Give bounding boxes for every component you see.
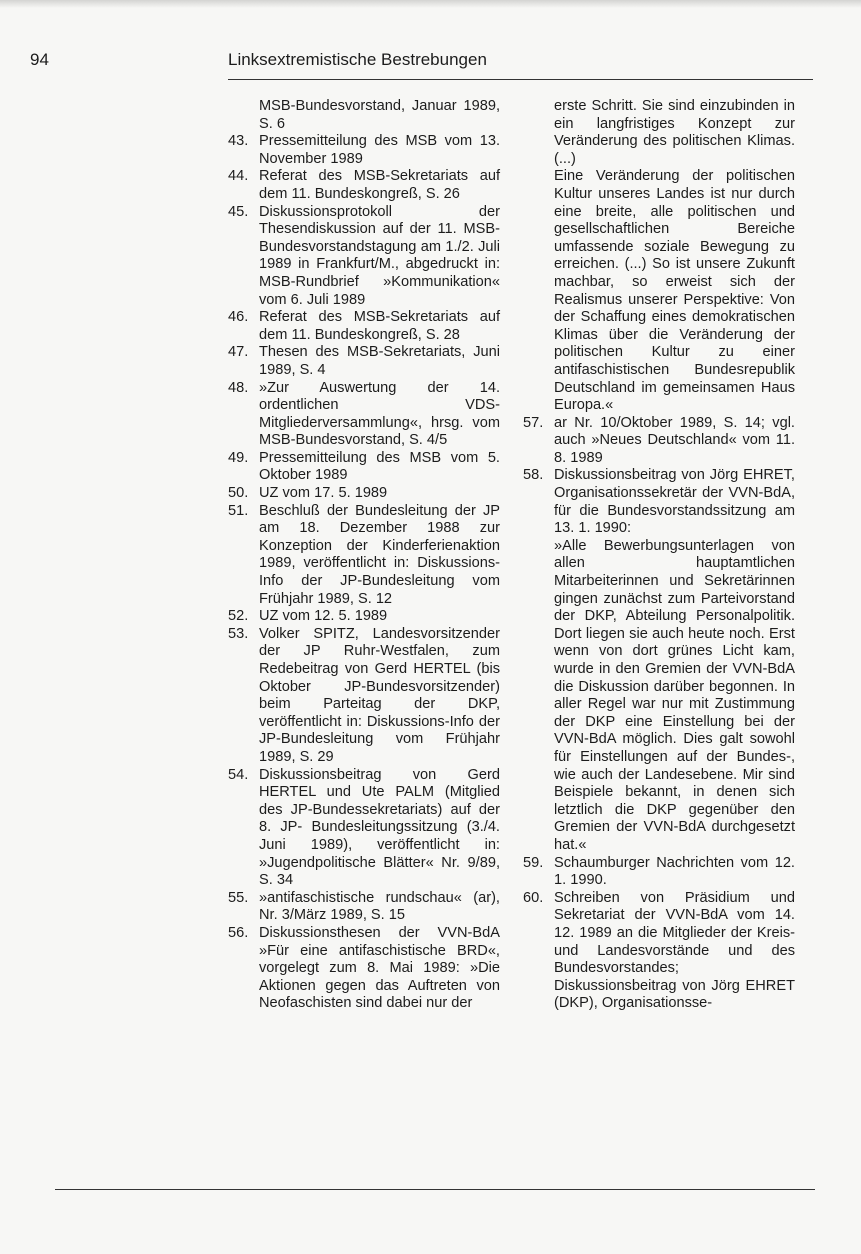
- footnote-number: 57.: [523, 414, 544, 431]
- footnote-text: »Alle Bewerbungsunterlagen von allen hauptamtlichen Mitarbeiterinnen und Sekretärinnen gingen zunächst zum Parteivorstand der DKP, Abteilung Personalpolitik. Dort liegen sie auch heute noch. Erst wenn von dort grünes Licht kam, wurde in den Gremien der VVN-BdA die Diskussion darüber begonnen. In aller Regel war nur mit Zustimmung der DKP eine Einstellung bei der VVN-BdA möglich. Dies galt sowohl für Einstellungen auf der Bundes-, wie auch der Landesebene. Mir sind Beispiele bekannt, in denen sich letztlich die DKP gegenüber den Gremien der VVN-BdA durchgesetzt hat.«: [554, 537, 795, 853]
- footnote-continuation: [523, 98, 795, 415]
- footnote-number: 46.: [228, 309, 249, 326]
- footnote-text: Diskussionsthesen der VVN-BdA »Für eine antifaschistische BRD«, vorgelegt zum 8. Mai 1989: »Die Aktionen gegen das Auftreten von Neofaschisten sind dabei nur der: [259, 924, 500, 1012]
- footnote-text: ar Nr. 10/Oktober 1989, S. 14; vgl. auch »Neues Deutschland« vom 11. 8. 1989: [554, 414, 795, 466]
- footnote: [228, 485, 500, 503]
- footnote-text: Pressemitteilung des MSB vom 5. Oktober 1989: [259, 449, 500, 484]
- footnote-number: 48.: [228, 379, 249, 396]
- footnote-number: 53.: [228, 625, 249, 642]
- footnote-number: 44.: [228, 168, 249, 185]
- footnote-number: 43.: [228, 133, 249, 150]
- footnote: [228, 133, 500, 168]
- footnote-text: »Zur Auswertung der 14. ordentlichen VDS-Mitgliederversammlung«, hrsg. vom MSB-Bundesvorstand, S. 4/5: [259, 379, 500, 449]
- footnote-text: Schaumburger Nachrichten vom 12. 1. 1990.: [554, 854, 795, 889]
- footnote: [228, 767, 500, 890]
- footnote-continuation: [228, 98, 500, 133]
- footnote-text: Eine Veränderung der politischen Kultur unseres Landes ist nur durch eine breite, alle politischen und gesellschaftlichen Bereiche umfassende soziale Bewegung zu erreichen. (...) So ist unsere Zukunft machbar, so erweist sich der Realismus unserer Perspektive: Von der Schaffung eines demokratischen Klimas über die Veränderung der politischen Kultur zu einer antifaschistischen Bundesrepublik Deutschland im gemeinsamen Haus Europa.«: [554, 168, 795, 414]
- left-column-footnotes: [228, 98, 500, 1013]
- footnote-text: »antifaschistische rundschau« (ar), Nr. 3/März 1989, S. 15: [259, 889, 500, 924]
- footnote: [228, 309, 500, 344]
- running-title: Linksextremistische Bestrebungen: [228, 50, 487, 69]
- footnote: [228, 608, 500, 626]
- page-header: [0, 50, 861, 74]
- footnote-number: 54.: [228, 766, 249, 783]
- footnote-text: UZ vom 12. 5. 1989: [259, 608, 388, 625]
- footnote-text: UZ vom 17. 5. 1989: [259, 485, 388, 502]
- footnote: [228, 344, 500, 379]
- footnote-number: 60.: [523, 889, 544, 906]
- footnote-text: Diskussionsprotokoll der Thesendiskussion auf der 11. MSB-Bundesvorstandstagung am 1./2. Juli 1989 in Frankfurt/M., abgedruckt in: MSB-Rundbrief »Kommunikation« vom 6. Juli 1989: [259, 203, 500, 308]
- footnote-number: 59.: [523, 854, 544, 871]
- footnote: [523, 890, 795, 1013]
- footnote: [228, 925, 500, 1013]
- footnote-text: Diskussionsbeitrag von Jörg EHRET, Organisationssekretär der VVN-BdA, für die Bundesvorstandssitzung am 13. 1. 1990:: [554, 467, 795, 537]
- footnote-text: erste Schritt. Sie sind einzubinden in ein langfristiges Konzept zur Veränderung des politischen Klimas. (...): [554, 98, 795, 167]
- footnote-number: 50.: [228, 485, 249, 502]
- footnote-text: Referat des MSB-Sekretariats auf dem 11. Bundeskongreß, S. 26: [259, 168, 500, 202]
- footnote: [228, 450, 500, 485]
- footnote-number: 49.: [228, 449, 249, 466]
- footnote: [228, 380, 500, 450]
- footnote: [523, 415, 795, 468]
- footnote-number: 51.: [228, 502, 249, 519]
- footnote-number: 52.: [228, 608, 249, 625]
- footnote: [228, 503, 500, 609]
- footnote-text: Diskussionsbeitrag von Gerd HERTEL und Ute PALM (Mitglied des JP-Bundessekretariats) auf der 8. JP- Bundesleitungssitzung (3./4. Juni 1989), veröffentlicht in: »Jugendpolitische Blätter« Nr. 9/89, S. 34: [259, 766, 500, 889]
- footnote: [523, 467, 795, 854]
- footnote-text: Referat des MSB-Sekretariats auf dem 11. Bundeskongreß, S. 28: [259, 309, 500, 343]
- footnote-text: Pressemitteilung des MSB vom 13. November 1989: [259, 133, 500, 167]
- footnote: [228, 890, 500, 925]
- footnote: [228, 626, 500, 767]
- footnote-text: Volker SPITZ, Landesvorsitzender der JP Ruhr-Westfalen, zum Redebeitrag von Gerd HERTEL (bis Oktober JP-Bundesvorsitzender) beim Parteitag der DKP, veröffentlicht in: Diskussions-Info der JP-Bundesleitung vom Frühjahr 1989, S. 29: [259, 625, 500, 765]
- footnote: [523, 855, 795, 890]
- footnote-text: Thesen des MSB-Sekretariats, Juni 1989, S. 4: [259, 344, 500, 378]
- footnote-number: 55.: [228, 889, 249, 906]
- right-column-footnotes: [523, 98, 795, 1013]
- scan-edge-shading: [0, 0, 861, 8]
- footnote-number: 56.: [228, 924, 249, 941]
- header-rule: [228, 79, 813, 80]
- footnote-number: 47.: [228, 344, 249, 361]
- footnote: [228, 204, 500, 310]
- footer-rule: [55, 1189, 815, 1190]
- footnote-text: MSB-Bundesvorstand, Januar 1989, S. 6: [259, 98, 500, 132]
- footnote: [228, 168, 500, 203]
- footnote-text: Beschluß der Bundesleitung der JP am 18. Dezember 1988 zur Konzeption der Kinderferienaktion 1989, veröffentlicht in: Diskussions-Info der JP-Bundesleitung vom Frühjahr 1989, S. 12: [259, 502, 500, 607]
- page-number: 94: [30, 50, 49, 69]
- footnote-number: 45.: [228, 203, 249, 220]
- footnote-number: 58.: [523, 467, 544, 484]
- footnote-text: Schreiben von Präsidium und Sekretariat der VVN-BdA vom 14. 12. 1989 an die Mitglieder der Kreis- und Landesvorstände und des Bundesvorstandes; Diskussionsbeitrag von Jörg EHRET (DKP), Organisationsse-: [554, 889, 795, 1012]
